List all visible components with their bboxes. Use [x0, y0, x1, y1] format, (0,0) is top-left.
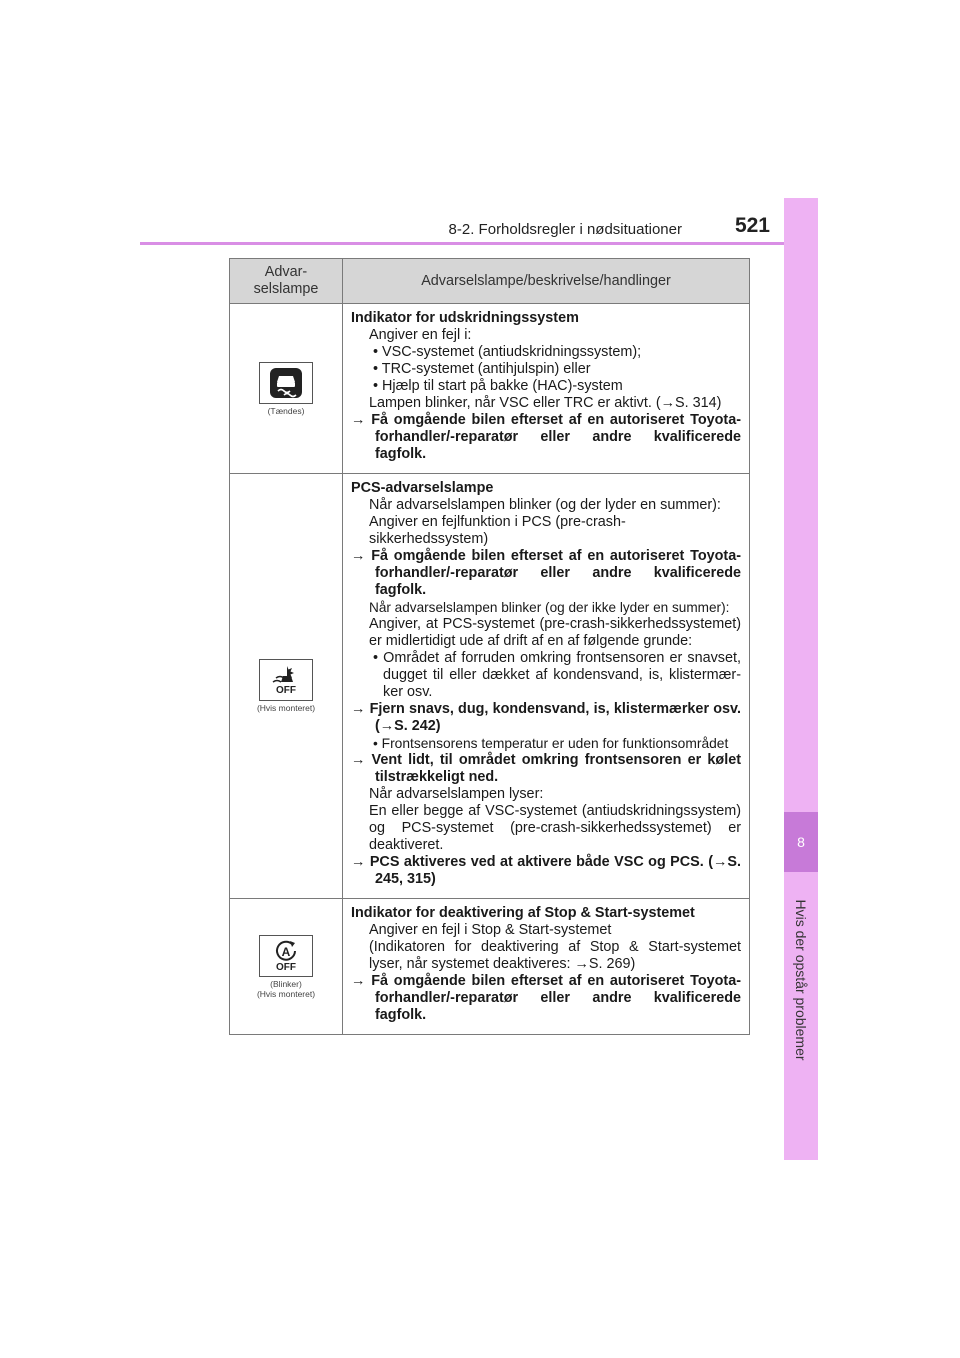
chapter-number-tab[interactable]: 8 [784, 812, 818, 872]
table-row [230, 899, 750, 1035]
action-instruction: → Vent lidt, til området omkring frontsensoren er kølet tilstrækkeligt ned. [351, 752, 741, 785]
column-header-description: Advarselslampe/beskrivelse/handlinger [343, 259, 750, 304]
lamp-caption: (Tændes) [267, 405, 305, 416]
action-instruction: → Få omgående bilen efterset af en autoriseret Toyota-forhandler/-reparatør eller andre kvalificerede fagfolk. [351, 548, 741, 598]
description-text: Angiver en fejlfunktion i PCS (pre-crash-sikkerhedssystem) [369, 514, 626, 547]
description-text: Når advarselslampen blinker (og der lyder en summer): [369, 497, 721, 513]
lamp-caption: (Hvis monteret) [256, 703, 316, 713]
list-item: • TRC-systemet (antihjulspin) eller [373, 361, 591, 377]
header-divider [140, 242, 816, 245]
description-text: Angiver, at PCS-systemet (pre-crash-sikkerhedssystemet) er midlertidigt ude af drift af en af følgende grunde: [369, 616, 741, 649]
off-label: OFF [276, 961, 296, 973]
table-row [230, 304, 750, 474]
lamp-caption: (Hvis monteret) [256, 988, 316, 999]
description-text: En eller begge af VSC-systemet (antiudskridningssystem) og PCS-systemet (pre-crash-sikkerhedssystemet) er deaktiveret. [369, 803, 741, 853]
lamp-title: Indikator for udskridningssystem [351, 310, 579, 326]
pcs-off-icon [259, 659, 313, 701]
lamp-caption: (Blinker) [270, 978, 302, 989]
page-number: 521 [734, 214, 770, 237]
description-cell [343, 474, 750, 899]
lamp-title: Indikator for deaktivering af Stop & Start-systemet [351, 905, 695, 921]
description-text: Når advarselslampen blinker (og der ikke lyder en summer): [369, 600, 730, 615]
list-item: • Området af forruden omkring frontsensoren er snavset, dugget til eller dækket af kondensvand, is, klistermær-ker osv. [373, 650, 741, 700]
list-item: • Frontsensorens temperatur er uden for funktionsområdet [373, 736, 729, 751]
svg-text:A: A [281, 944, 291, 959]
action-instruction: → Få omgående bilen efterset af en autoriseret Toyota-forhandler/-reparatør eller andre kvalificerede fagfolk. [351, 412, 741, 462]
lamp-cell [230, 304, 343, 474]
column-header-lamp: Advar- selslampe [230, 259, 343, 304]
warning-light-table [229, 258, 750, 1035]
action-instruction: → Fjern snavs, dug, kondensvand, is, klistermærker osv. (→S. 242) [351, 701, 741, 734]
lamp-title: PCS-advarselslampe [351, 480, 494, 496]
lamp-cell [230, 474, 343, 899]
action-instruction: → Få omgående bilen efterset af en autoriseret Toyota-forhandler/-reparatør eller andre kvalificerede fagfolk. [351, 973, 741, 1023]
slip-indicator-icon [259, 362, 313, 404]
description-text: (Indikatoren for deaktivering af Stop & Start-systemet lyser, når systemet deaktiveres: →S. 269) [369, 939, 741, 972]
table-header-row [230, 259, 750, 304]
description-cell [343, 304, 750, 474]
list-item: • VSC-systemet (antiudskridningssystem); [373, 344, 642, 360]
off-label: OFF [276, 685, 296, 696]
stop-start-off-icon [259, 935, 313, 977]
description-text: Lampen blinker, når VSC eller TRC er aktivt. (→S. 314) [369, 395, 722, 411]
table-row [230, 474, 750, 899]
chapter-title: Hvis der opstår problemer [793, 899, 809, 1061]
lamp-cell [230, 899, 343, 1035]
description-text: Angiver en fejl i Stop & Start-systemet [369, 922, 612, 938]
action-instruction: → PCS aktiveres ved at aktivere både VSC og PCS. (→S. 245, 315) [351, 854, 741, 887]
description-cell [343, 899, 750, 1035]
description-text: Når advarselslampen lyser: [369, 786, 544, 802]
list-item: • Hjælp til start på bakke (HAC)-system [373, 378, 623, 394]
description-text: Angiver en fejl i: [369, 327, 472, 343]
section-title: 8-2. Forholdsregler i nødsituationer [448, 221, 682, 238]
